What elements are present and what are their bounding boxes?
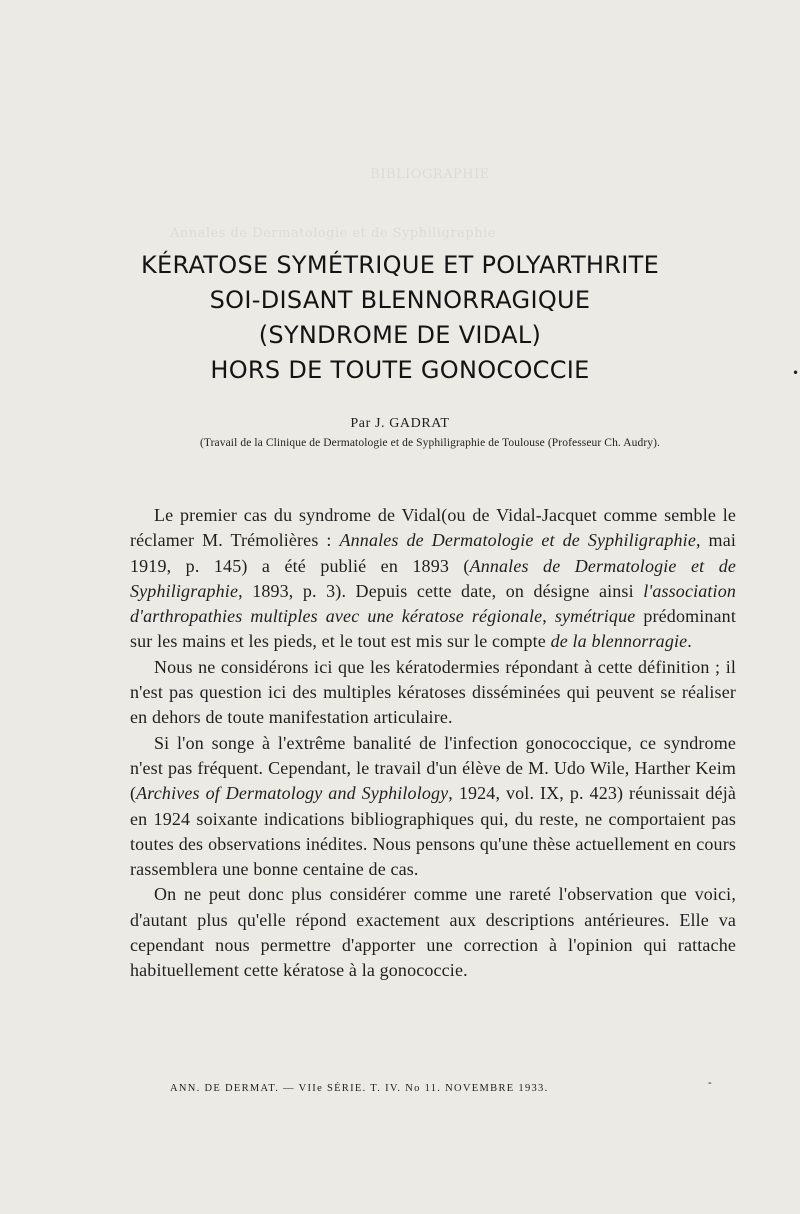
- paragraph-2: Nous ne considérons ici que les kératodermies répondant à cette définition ; il n'est pas question ici des multiples kératoses disséminées qui peuvent se réaliser en dehors de toute manifestation articulaire.: [130, 656, 736, 728]
- emphasis: symétrique: [554, 606, 636, 627]
- text-run: , mai 1919, p. 145) a été publié en 1893 (: [130, 530, 736, 576]
- article-title: [80, 248, 720, 388]
- text-run: Si l'on songe à l'extrême banalité de l'infection gonococcique, ce syndrome n'est pas fréquent. Cependant, le travail d'un élève de M. Udo Wile, Harther Keim (: [130, 732, 736, 804]
- emphasis: de la blennorragie: [550, 631, 688, 652]
- text-run: prédominant sur les mains et les pieds, et le tout est mis sur le compte: [130, 606, 736, 652]
- paragraph-4: On ne peut donc plus considérer comme une rareté l'observation que voici, d'autant plus qu'elle répond exactement aux descriptions antérieures. Elle va cependant nous permettre d'apporter une correction à l'opinion qui rattache habituellement cette kératose à la gonococcie.: [130, 884, 736, 981]
- title-line-4: HORS DE TOUTE GONOCOCCIE: [210, 356, 590, 384]
- journal-footer: ANN. DE DERMAT. — VIIe SÉRIE. T. IV. No 11. NOVEMBRE 1933.: [170, 1083, 549, 1094]
- show-through-line: Annales de Dermatologie et de Syphiligraphie: [170, 226, 496, 241]
- journal-title: Archives of Dermatology and Syphilology: [136, 783, 449, 804]
- text-run: Le premier cas du syndrome de Vidal(ou de Vidal-Jacquet comme semble le réclamer M. Trémolières :: [130, 505, 736, 551]
- text-run: , 1924, vol. IX, p. 423) réunissait déjà en 1924 soixante indications bibliographiques qui, du reste, ne comportaient pas toutes des observations inédites. Nous pensons qu'une thèse actuellement en cours rassemblera une bonne centaine de cas.: [130, 783, 737, 880]
- affiliation: (Travail de la Clinique de Dermatologie et de Syphiligraphie de Toulouse (Professeur Ch. Audry).: [199, 437, 661, 449]
- margin-dot: •: [792, 366, 800, 380]
- paragraph-1: [130, 503, 736, 655]
- title-line-2: SOI-DISANT BLENNORRAGIQUE: [209, 286, 591, 314]
- article-body: [130, 503, 736, 984]
- text-run: ,: [542, 606, 555, 627]
- journal-title: Annales de Dermatologie et de Syphiligraphie: [339, 530, 696, 551]
- emphasis: l'association d'arthropathies multiples avec une kératose régionale: [130, 580, 736, 627]
- show-through-text: [110, 95, 750, 243]
- text-run: .: [687, 631, 692, 652]
- title-line-3: (SYNDROME DE VIDAL): [258, 321, 542, 349]
- journal-title: Annales de Dermatologie et de Syphiligraphie: [130, 555, 736, 601]
- title-line-1: KÉRATOSE SYMÉTRIQUE ET POLYARTHRITE: [140, 251, 660, 279]
- show-through-line: BIBLIOGRAPHIE: [370, 167, 490, 182]
- paragraph-3: [130, 731, 736, 883]
- margin-mark: -: [708, 1076, 712, 1089]
- text-run: , 1893, p. 3). Depuis cette date, on désigne ainsi: [238, 580, 644, 601]
- author-byline: Par J. GADRAT: [350, 416, 450, 431]
